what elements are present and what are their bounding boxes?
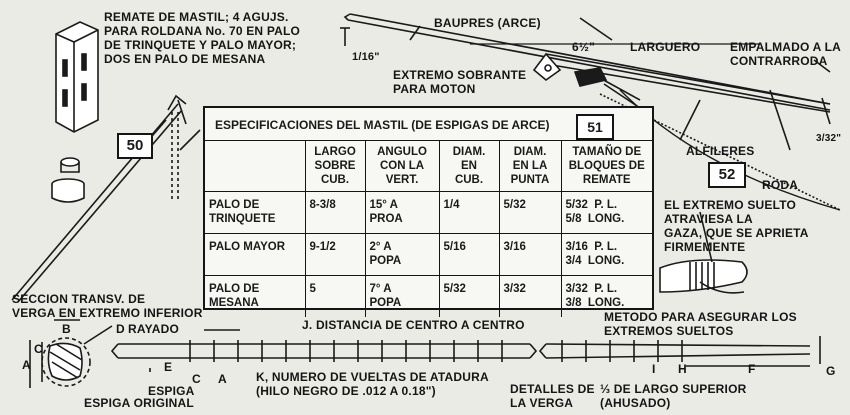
spec-cell: 3/16 (499, 234, 561, 276)
spec-cell: 5 (305, 276, 365, 318)
letter-A-yard: A (218, 372, 227, 386)
letter-D: D (116, 322, 125, 336)
spec-cell: 3/16 P. L. 3/4 LONG. (561, 234, 652, 276)
spec-cell: 5/16 (439, 234, 499, 276)
figure-51-number: 51 (576, 114, 614, 140)
spec-row (205, 234, 652, 276)
masthead-block-drawing (56, 22, 98, 132)
spec-header-cell: TAMAÑO DE BLOQUES DE REMATE (561, 141, 652, 192)
label-distancia: J. DISTANCIA DE CENTRO A CENTRO (302, 318, 525, 332)
spec-row (205, 276, 652, 318)
label-baupres: BAUPRES (ARCE) (434, 16, 541, 30)
mast-drawing (12, 96, 200, 302)
letter-C-yard: C (192, 372, 201, 386)
spec-cell: PALO DE TRINQUETE (205, 192, 305, 234)
label-rayado: RAYADO (128, 322, 179, 336)
spec-header-cell: ANGULO CON LA VERT. (365, 141, 439, 192)
label-extremo-sobrante: EXTREMO SOBRANTE PARA MOTON (393, 68, 527, 96)
label-fraction-16: 1/16" (352, 51, 380, 63)
spec-cell: 9-1/2 (305, 234, 365, 276)
label-vueltas: K, NUMERO DE VUELTAS DE ATADURA (HILO NEGRO DE .012 A 0.18") (256, 370, 489, 398)
letter-B: B (62, 322, 71, 336)
mast-specification-panel (203, 106, 654, 310)
label-six-half-inch: 6½" (572, 40, 595, 54)
spec-cell: 3/32 P. L. 3/8 LONG. (561, 276, 652, 318)
letter-E: E (164, 360, 173, 374)
letter-C: C (34, 342, 43, 356)
label-espiga-original: ESPIGA ORIGINAL (84, 396, 194, 410)
figure-52-number: 52 (708, 162, 746, 188)
spec-cell: 15° A PROA (365, 192, 439, 234)
letter-H: H (678, 362, 687, 376)
letter-I: I (652, 362, 656, 376)
label-largo-superior: ⅓ DE LARGO SUPERIOR (AHUSADO) (600, 382, 747, 410)
letter-G: G (826, 364, 836, 378)
label-extremo-suelto: EL EXTREMO SUELTO ATRAVIESA LA GAZA, QUE SE APRIETA FIRMEMENTE (664, 198, 809, 254)
spec-cell: 5/32 P. L. 5/8 LONG. (561, 192, 652, 234)
spec-cell: 7° A POPA (365, 276, 439, 318)
spec-table (205, 140, 652, 317)
label-fraction-32: 3/32" (816, 133, 842, 144)
spec-cell: 3/32 (499, 276, 561, 318)
spec-table-title: ESPECIFICACIONES DEL MASTIL (DE ESPIGAS DE ARCE) (215, 118, 550, 132)
spec-cell: 5/32 (499, 192, 561, 234)
spec-header-cell (205, 141, 305, 192)
spec-row (205, 192, 652, 234)
label-larguero: LARGUERO (630, 40, 701, 54)
spec-header-cell: DIAM. EN LA PUNTA (499, 141, 561, 192)
spec-cell: PALO MAYOR (205, 234, 305, 276)
spec-cell: 8-3/8 (305, 192, 365, 234)
label-alfileres: ALFILERES (686, 144, 755, 158)
label-seccion-transversal: SECCION TRANSV. DE VERGA EN EXTREMO INFERIOR (12, 292, 203, 320)
figure-50-number: 50 (117, 133, 153, 159)
spec-header-cell: LARGO SOBRE CUB. (305, 141, 365, 192)
roldana-drawing (52, 158, 84, 202)
label-detalles-verga: DETALLES DE LA VERGA (510, 382, 595, 410)
spec-header-row (205, 141, 652, 192)
label-espiga: ESPIGA (148, 384, 195, 398)
label-metodo: METODO PARA ASEGURAR LOS EXTREMOS SUELTOS (604, 310, 797, 338)
spec-cell: PALO DE MESANA (205, 276, 305, 318)
label-roda: RODA (762, 178, 799, 192)
spec-cell: 2° A POPA (365, 234, 439, 276)
spec-cell: 1/4 (439, 192, 499, 234)
label-remate-mastil: REMATE DE MASTIL; 4 AGUJS. PARA ROLDANA No. 70 EN PALO DE TRINQUETE Y PALO MAYOR; DOS EN PALO DE MESANA (104, 10, 301, 66)
spec-cell: 5/32 (439, 276, 499, 318)
letter-F: F (748, 362, 756, 376)
spec-header-cell: DIAM. EN CUB. (439, 141, 499, 192)
label-empalmado: EMPALMADO A LA CONTRARRODA (730, 40, 842, 68)
letter-A-section: A (22, 358, 31, 372)
